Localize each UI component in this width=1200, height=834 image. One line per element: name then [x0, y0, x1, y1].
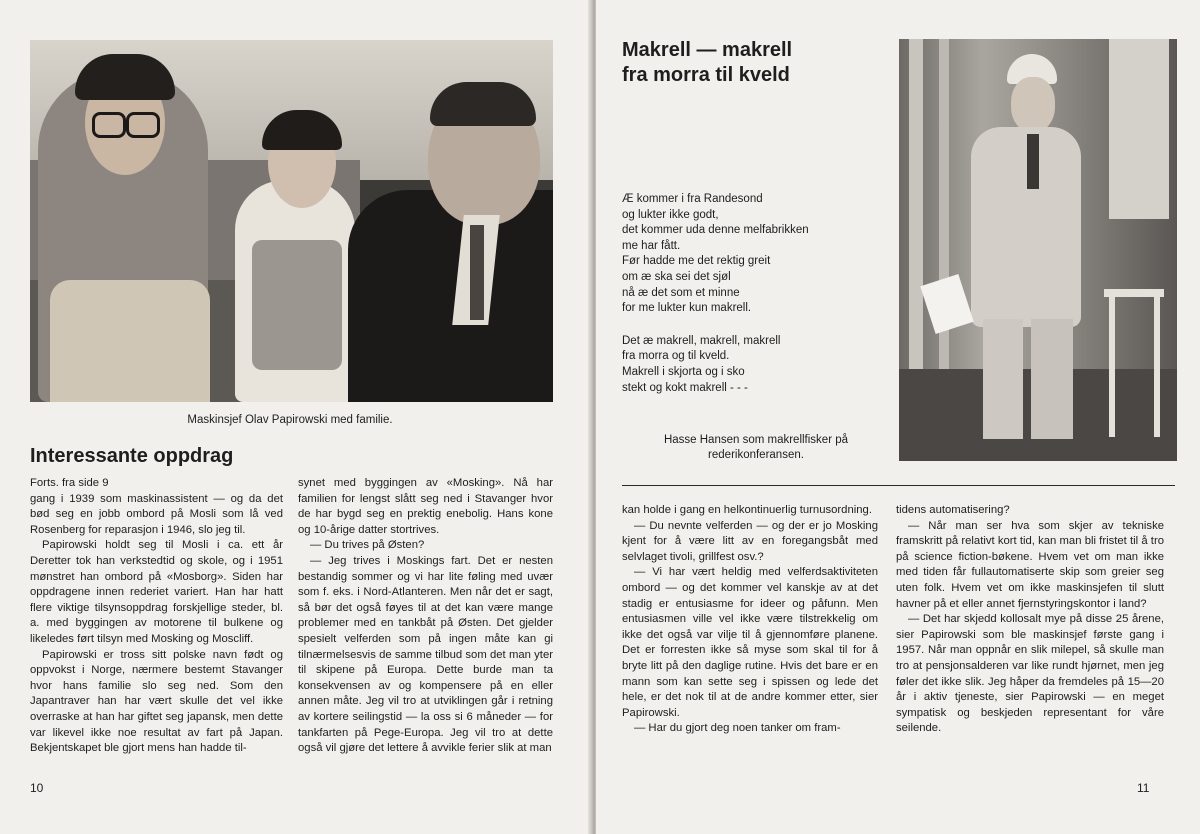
- paragraph: — Du trives på Østen?: [310, 539, 425, 552]
- paragraph: — Du nevnte velferden — og der er jo Mosking kjent for å være litt av en foregangsbåt med selvlaget tivoli, grillfest osv.?: [622, 519, 878, 563]
- poem-line: om æ ska sei det sjøl: [622, 270, 731, 283]
- poem: [622, 192, 882, 396]
- paragraph: — Det har skjedd kollosalt mye på disse 25 årene, sier Papirowski som ble maskinsjef første gang i 1957. Når man oppnår en slik milepel, så skulle man tro at pensjonsalderen var like rundt hjørnet, men jeg føler det ikke slik. Jeg håper da fremdeles på 15—20 år i aktiv tjeneste, sier Papirowski — en meget sympatisk og beskjeden representant for våre seilende.: [896, 613, 1164, 735]
- poem-line: me har fått.: [622, 239, 681, 252]
- right-column-2: [896, 503, 1164, 737]
- paragraph: Papirowski holdt seg til Mosli i ca. ett år Deretter tok han verkstedtid og skole, og i 1951 mønstret han ombord på «Mosborg». Siden har oppdragene innen rederiet variert. Han har hatt flere viktige tilsynsoppdrag forskjellige steder, bl. a. med byggingen av motorene til bulkene og likeledes ført tilsyn med Mosking og Moscliff.: [30, 539, 283, 645]
- paragraph: kan holde i gang en helkontinuerlig turnusordning.: [622, 504, 872, 516]
- poem-line: stekt og kokt makrell - - -: [622, 381, 748, 394]
- poem-line: det kommer uda denne melfabrikken: [622, 224, 809, 237]
- left-column-1: [30, 476, 283, 757]
- section-divider: [622, 485, 1175, 486]
- paragraph: — Har du gjort deg noen tanker om fram-: [634, 722, 841, 735]
- paragraph: Papirowski er tross sitt polske navn født og oppvokst i Norge, nærmere bestemt Stavanger hvor hans familie slo seg ned. Som den Japantraver han har vært skulle det vel ikke overraske at han har giftet seg japansk, men dette var likevel ikke noe resultat av fart på Japan. Bekjentskapet ble gjort mens han hadde til-: [30, 648, 283, 755]
- poem-heading-line-1: Makrell — makrell: [622, 39, 793, 61]
- family-photo: [30, 40, 553, 402]
- continued-note: Forts. fra side 9: [30, 477, 109, 489]
- right-page: [596, 0, 1200, 834]
- page-number-left: 10: [30, 781, 44, 795]
- poem-line: for me lukter kun makrell.: [622, 302, 752, 315]
- paragraph: gang i 1939 som maskinassistent — og da det bød seg en jobb ombord på Mosli som lå ved Rosenberg for reparasjon i 1946, slo jeg til.: [30, 492, 283, 536]
- poem-line: og lukter ikke godt,: [622, 208, 719, 221]
- page-number-right: 11: [1137, 781, 1150, 795]
- fisher-photo-caption-line-2: rederikonferansen.: [708, 449, 804, 461]
- poem-heading-line-2: fra morra til kveld: [622, 64, 790, 86]
- fisher-photo-caption-line-1: Hasse Hansen som makrellfisker på: [663, 434, 849, 446]
- poem-line: Æ kommer i fra Randesond: [622, 193, 763, 205]
- poem-line: Det æ makrell, makrell, makrell: [622, 334, 781, 347]
- paragraph: tidens automatisering?: [896, 504, 1010, 516]
- fisher-photo: [899, 39, 1177, 461]
- poem-line: fra morra og til kveld.: [622, 350, 730, 363]
- left-column-2: [298, 476, 553, 757]
- poem-line: Makrell i skjorta og i sko: [622, 365, 745, 378]
- paragraph: synet med byggingen av «Mosking». Nå har familien for lengst slått seg ned i Stavanger hvor de har bygd seg en prektig enebolig. Hans kone og 10-årige datter stortrives.: [298, 477, 553, 536]
- family-photo-caption: Maskinsjef Olav Papirowski med familie.: [187, 414, 393, 426]
- right-column-1: [622, 503, 878, 737]
- poem-line: nå æ det som et minne: [622, 286, 740, 299]
- paragraph: — Jeg trives i Moskings fart. Det er nesten bestandig sommer og vi har lite føling med uvær som f. eks. i Nord-Atlanteren. Men når det er sagt, så bør det også føyes til at det kan være mange problemer med en tankbåt på Østen. Det gjelder spesielt velferden som på ingen måte kan gi tilnærmelsesvis de samme tilbud som det man yter til skipene på Europa. Dette burde man ta konsekvensen av og kompensere på en eller annen måte. Jeg vil tro at utviklingen går i retning av kortere seilingstid — la oss si 6 måneder — for tankfarten på Pege-Europa. Jeg vil tro at dette også vil gjøre det lettere å avvikle ferier slik at man: [298, 554, 553, 755]
- article-heading: Interessante oppdrag: [30, 445, 234, 467]
- left-page: [0, 0, 592, 834]
- poem-line: Før hadde me det rektig greit: [622, 255, 771, 268]
- paragraph: — Når man ser hva som skjer av tekniske framskritt på relativt kort tid, kan man bli fristet til å tro på science fiction-bøkene. Hvem vet om man ikke med tiden får fullautomatiserte skip som greier seg uten folk. Hvem vet om ikke maskinsjefen til slutt havner på et eller annet fjernstyringskontor i land?: [896, 519, 1164, 610]
- paragraph: — Vi har vært heldig med velferdsaktiviteten ombord — og det kommer vel kanskje av at det stadig er entusiasme for ideer og påfunn. Men entusiasmen ville vel ikke være tilstrekkelig om ikke det også var vilje til å gjennomføre planene. Det er forresten ikke så myse som skal til for å bryte litt på den daglige rutine. Hvis det bare er en mann som kan sette seg i spissen og lede det hele, er det nok til at de andre kommer etter, sier Papirowski.: [622, 566, 878, 719]
